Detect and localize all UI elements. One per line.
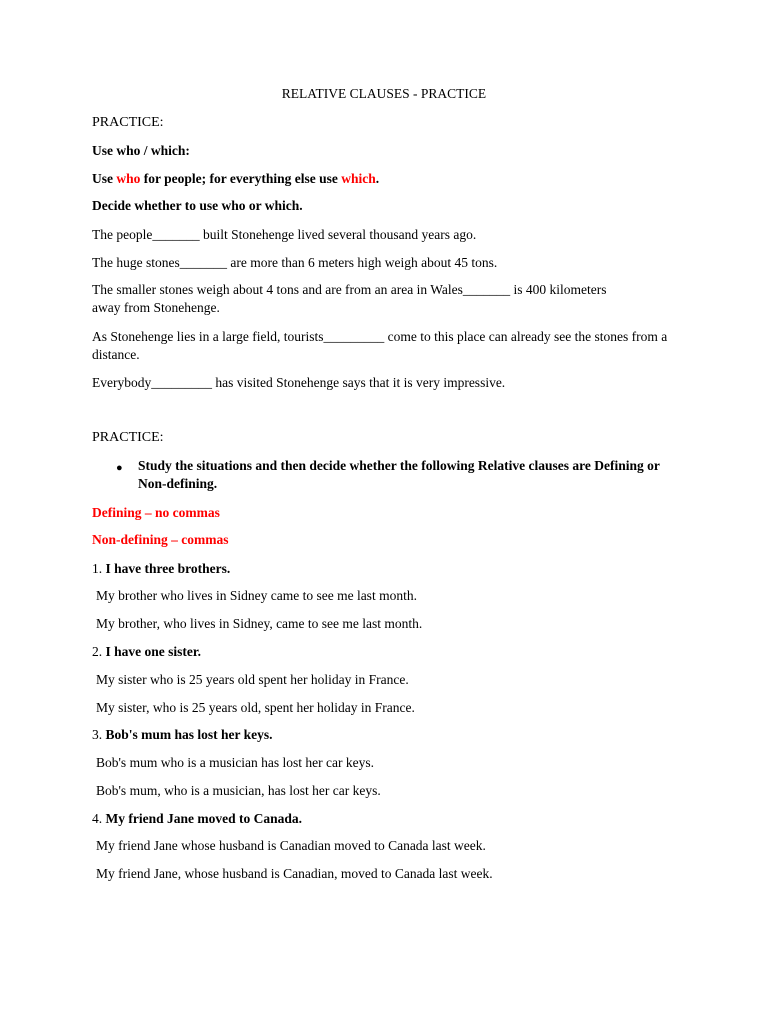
exercise-sentence-2: The huge stones_______ are more than 6 meters high weigh about 45 tons. — [92, 255, 498, 270]
item-number: 2. — [92, 644, 103, 659]
section2-heading: PRACTICE: — [92, 430, 164, 445]
document-title: RELATIVE CLAUSES - PRACTICE — [281, 86, 487, 101]
rule-which: which — [341, 171, 376, 186]
exercise-sentence-4: As Stonehenge lies in a large field, tourists_________ come to this place can already see the stones from a distance. — [92, 329, 668, 362]
item-number: 1. — [92, 561, 103, 576]
item-4-option-b: My friend Jane, whose husband is Canadian, moved to Canada last week. — [96, 866, 493, 881]
exercise-sentence-1: The people_______ built Stonehenge lived several thousand years ago. — [92, 227, 477, 242]
item-4-situation-line — [92, 810, 302, 828]
item-3-option-b: Bob's mum, who is a musician, has lost her car keys. — [96, 783, 381, 798]
exercise-sentence-5: Everybody_________ has visited Stonehenge says that it is very impressive. — [92, 375, 506, 390]
item-3-option-a: Bob's mum who is a musician has lost her car keys. — [96, 755, 375, 770]
bullet-instruction: Study the situations and then decide whether the following Relative clauses are Defining or Non-defining. — [138, 458, 660, 491]
item-2-situation-line — [92, 643, 201, 661]
item-situation: I have one sister. — [105, 644, 202, 659]
instruction-decide: Decide whether to use who or which. — [92, 198, 303, 213]
item-number: 4. — [92, 811, 103, 826]
item-number: 3. — [92, 727, 103, 742]
rule-middle: for people; for everything else use — [140, 171, 342, 186]
non-defining-rule: Non-defining – commas — [92, 532, 229, 547]
item-1-option-b: My brother, who lives in Sidney, came to see me last month. — [96, 616, 423, 631]
bullet-icon: ● — [116, 462, 123, 474]
item-4-option-a: My friend Jane whose husband is Canadian moved to Canada last week. — [96, 838, 486, 853]
defining-rule: Defining – no commas — [92, 505, 220, 520]
item-situation: My friend Jane moved to Canada. — [105, 811, 302, 826]
rule-line — [92, 170, 379, 188]
item-2-option-b: My sister, who is 25 years old, spent her holiday in France. — [96, 700, 415, 715]
item-situation: I have three brothers. — [105, 561, 231, 576]
item-1-situation-line — [92, 560, 230, 578]
rule-who: who — [116, 171, 141, 186]
item-3-situation-line — [92, 726, 273, 744]
section1-heading: PRACTICE: — [92, 115, 164, 130]
rule-prefix: Use — [92, 171, 117, 186]
item-situation: Bob's mum has lost her keys. — [105, 727, 273, 742]
exercise-sentence-3: The smaller stones weigh about 4 tons and are from an area in Wales_______ is 400 kilometers away from Stonehenge. — [92, 282, 607, 315]
instruction-use-who-which: Use who / which: — [92, 143, 190, 158]
item-1-option-a: My brother who lives in Sidney came to see me last month. — [96, 588, 417, 603]
item-2-option-a: My sister who is 25 years old spent her holiday in France. — [96, 672, 409, 687]
rule-suffix: . — [375, 171, 380, 186]
